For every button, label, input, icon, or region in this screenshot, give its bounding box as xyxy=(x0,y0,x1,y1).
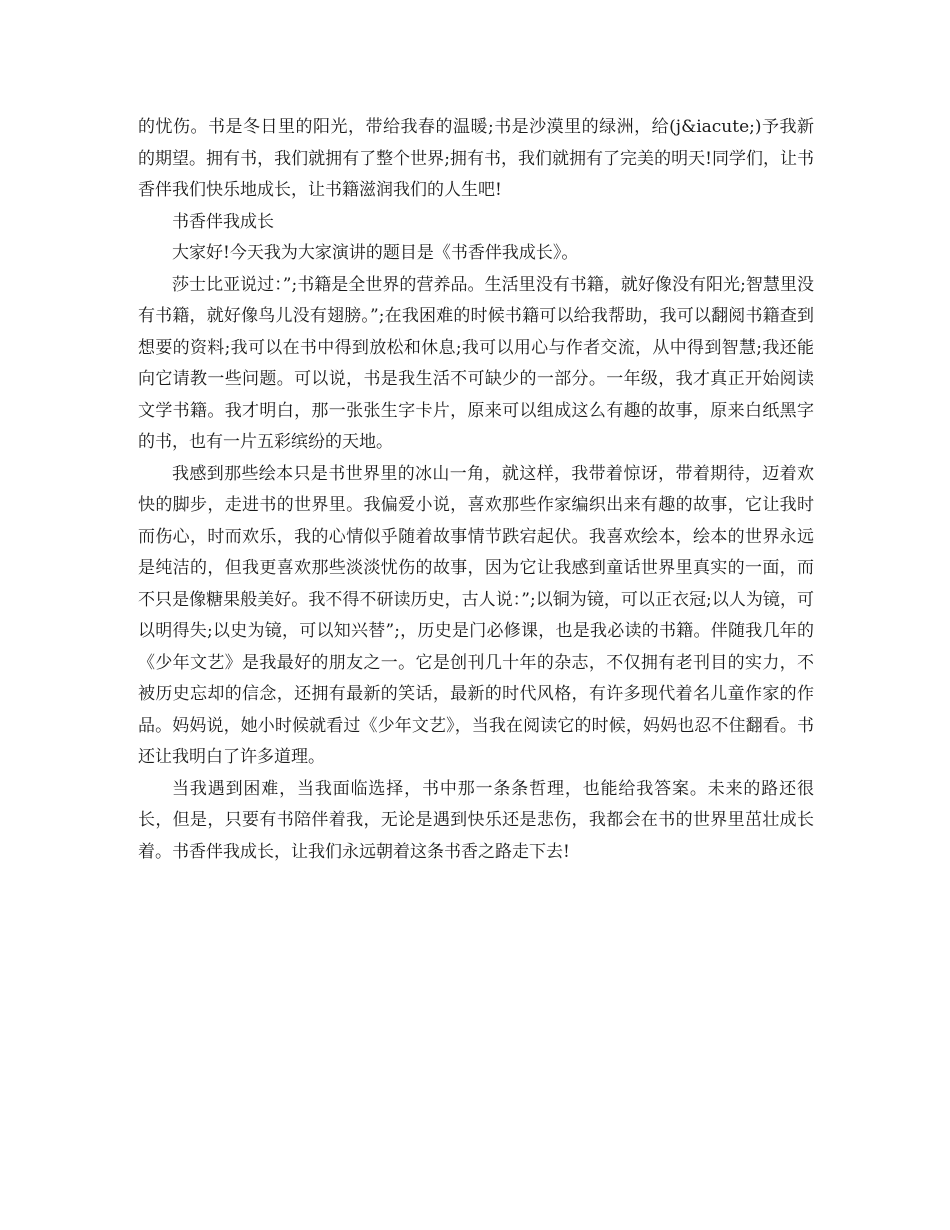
paragraph-reading-world: 我感到那些绘本只是书世界里的冰山一角，就这样，我带着惊讶，带着期待，迈着欢快的脚步，走进书的世界里。我偏爱小说，喜欢那些作家编织出来有趣的故事，它让我时而伤心，时而欢乐，我的心情似乎随着故事情节跌宕起伏。我喜欢绘本，绘本的世界永远是纯洁的，但我更喜欢那些淡淡忧伤的故事，因为它让我感到童话世界里真实的一面，而不只是像糖果般美好。我不得不研读历史，古人说：”;以铜为镜，可以正衣冠;以人为镜，可以明得失;以史为镜，可以知兴替”;，历史是门必修课，也是我必读的书籍。伴随我几年的《少年文艺》是我最好的朋友之一。它是创刊几十年的杂志，不仅拥有老刊目的实力，不被历史忘却的信念，还拥有最新的笑话，最新的时代风格，有许多现代着名儿童作家的作品。妈妈说，她小时候就看过《少年文艺》，当我在阅读它的时候，妈妈也忍不住翻看。书还让我明白了许多道理。 xyxy=(138,463,814,767)
paragraph-continuation: 的忧伤。书是冬日里的阳光，带给我春的温暖;书是沙漠里的绿洲，给(j&iacute;)予我新的期望。拥有书，我们就拥有了整个世界;拥有书，我们就拥有了完美的明天!同学们，让书香伴我们快乐地成长，让书籍滋润我们的人生吧! xyxy=(138,117,814,200)
paragraph-greeting: 大家好!今天我为大家演讲的题目是《书香伴我成长》。 xyxy=(172,243,579,263)
paragraph-shakespeare: 莎士比亚说过：”;书籍是全世界的营养品。生活里没有书籍，就好像没有阳光;智慧里没有书籍，就好像鸟儿没有翅膀。”;在我困难的时候书籍可以给我帮助，我可以翻阅书籍查到想要的资料;我可以在书中得到放松和休息;我可以用心与作者交流，从中得到智慧;我还能向它请教一些问题。可以说，书是我生活不可缺少的一部分。一年级，我才真正开始阅读文学书籍。我才明白，那一张张生字卡片，原来可以组成这么有趣的故事，原来白纸黑字的书，也有一片五彩缤纷的天地。 xyxy=(138,274,814,452)
paragraph-conclusion: 当我遇到困难，当我面临选择，书中那一条条哲理，也能给我答案。未来的路还很长，但是，只要有书陪伴着我，无论是遇到快乐还是悲伤，我都会在书的世界里茁壮成长着。书香伴我成长，让我们永远朝着这条书香之路走下去! xyxy=(138,778,814,862)
section-heading: 书香伴我成长 xyxy=(172,211,274,232)
document-body xyxy=(138,112,814,868)
